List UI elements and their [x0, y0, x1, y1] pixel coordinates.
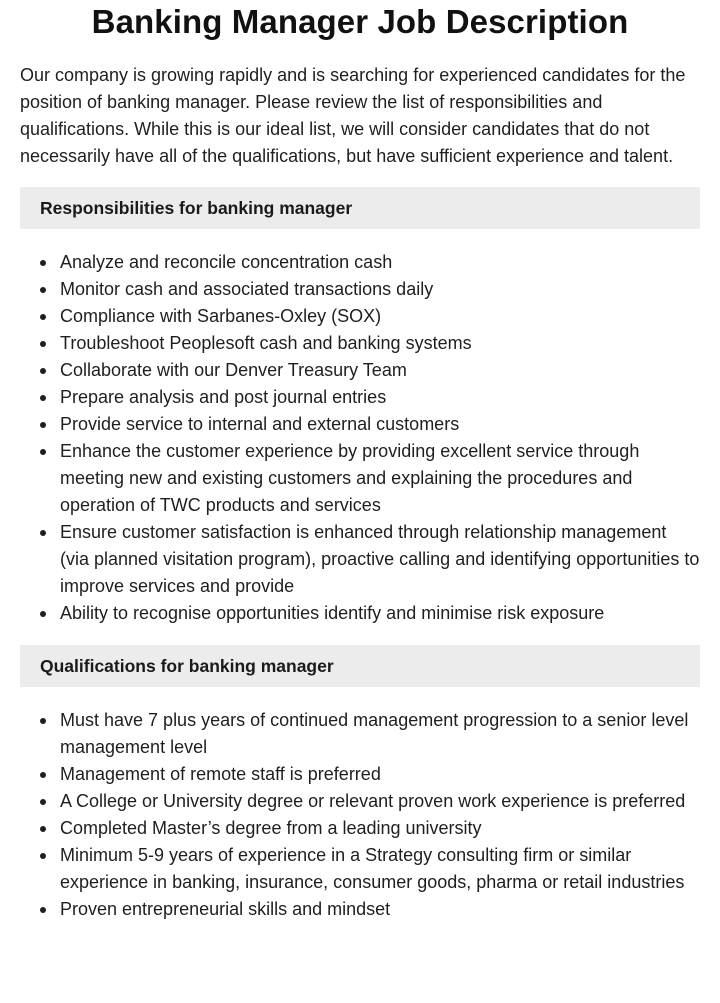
bullet-icon — [40, 341, 46, 347]
qualifications-heading: Qualifications for banking manager — [40, 656, 334, 676]
list-item-text: Management of remote staff is preferred — [60, 764, 381, 784]
list-item-text: Compliance with Sarbanes-Oxley (SOX) — [60, 306, 382, 326]
bullet-icon — [40, 449, 46, 455]
list-item-text: Prepare analysis and post journal entries — [60, 387, 387, 407]
list-item — [20, 276, 700, 303]
list-item — [20, 357, 700, 384]
responsibilities-list — [20, 249, 700, 627]
list-item — [20, 303, 700, 330]
bullet-icon — [40, 772, 46, 778]
list-item — [20, 249, 700, 276]
list-item-text: A College or University degree or relevant proven work experience is preferred — [60, 791, 686, 811]
bullet-icon — [40, 314, 46, 320]
list-item-text: Ensure customer satisfaction is enhanced through relationship management (via planned visitation program), proactive calling and identifying opportunities to improve services and provide — [60, 522, 700, 596]
bullet-icon — [40, 530, 46, 536]
list-item — [20, 707, 700, 761]
list-item — [20, 438, 700, 519]
list-item-text: Monitor cash and associated transactions daily — [60, 279, 434, 299]
bullet-icon — [40, 826, 46, 832]
list-item-text: Enhance the customer experience by providing excellent service through meeting new and existing customers and explaining the procedures and operation of TWC products and services — [60, 441, 640, 515]
list-item-text: Must have 7 plus years of continued management progression to a senior level management level — [60, 710, 689, 757]
bullet-icon — [40, 395, 46, 401]
bullet-icon — [40, 718, 46, 724]
list-item-text: Provide service to internal and external customers — [60, 414, 460, 434]
list-item — [20, 761, 700, 788]
bullet-icon — [40, 260, 46, 266]
list-item-text: Proven entrepreneurial skills and mindset — [60, 899, 391, 919]
responsibilities-heading: Responsibilities for banking manager — [40, 198, 353, 218]
list-item — [20, 519, 700, 600]
responsibilities-header — [20, 187, 700, 229]
qualifications-header — [20, 645, 700, 687]
qualifications-list — [20, 707, 700, 923]
bullet-icon — [40, 368, 46, 374]
bullet-icon — [40, 422, 46, 428]
page-title: Banking Manager Job Description — [91, 3, 629, 40]
list-item-text: Ability to recognise opportunities identify and minimise risk exposure — [60, 603, 605, 623]
list-item-text: Minimum 5-9 years of experience in a Strategy consulting firm or similar experience in banking, insurance, consumer goods, pharma or retail industries — [60, 845, 685, 892]
list-item — [20, 411, 700, 438]
bullet-icon — [40, 853, 46, 859]
bullet-icon — [40, 287, 46, 293]
list-item — [20, 600, 700, 627]
intro-paragraph: Our company is growing rapidly and is searching for experienced candidates for the position of banking manager. Please review the list of responsibilities and qualifications. While this is our ideal list, we will consider candidates that do not necessarily have all of the qualifications, but have sufficient experience and talent. — [20, 65, 686, 166]
list-item — [20, 788, 700, 815]
list-item-text: Analyze and reconcile concentration cash — [60, 252, 393, 272]
list-item-text: Collaborate with our Denver Treasury Team — [60, 360, 407, 380]
list-item — [20, 896, 700, 923]
list-item — [20, 330, 700, 357]
list-item — [20, 815, 700, 842]
bullet-icon — [40, 799, 46, 805]
bullet-icon — [40, 611, 46, 617]
bullet-icon — [40, 907, 46, 913]
list-item-text: Completed Master’s degree from a leading university — [60, 818, 482, 838]
list-item-text: Troubleshoot Peoplesoft cash and banking systems — [60, 333, 472, 353]
list-item — [20, 384, 700, 411]
list-item — [20, 842, 700, 896]
